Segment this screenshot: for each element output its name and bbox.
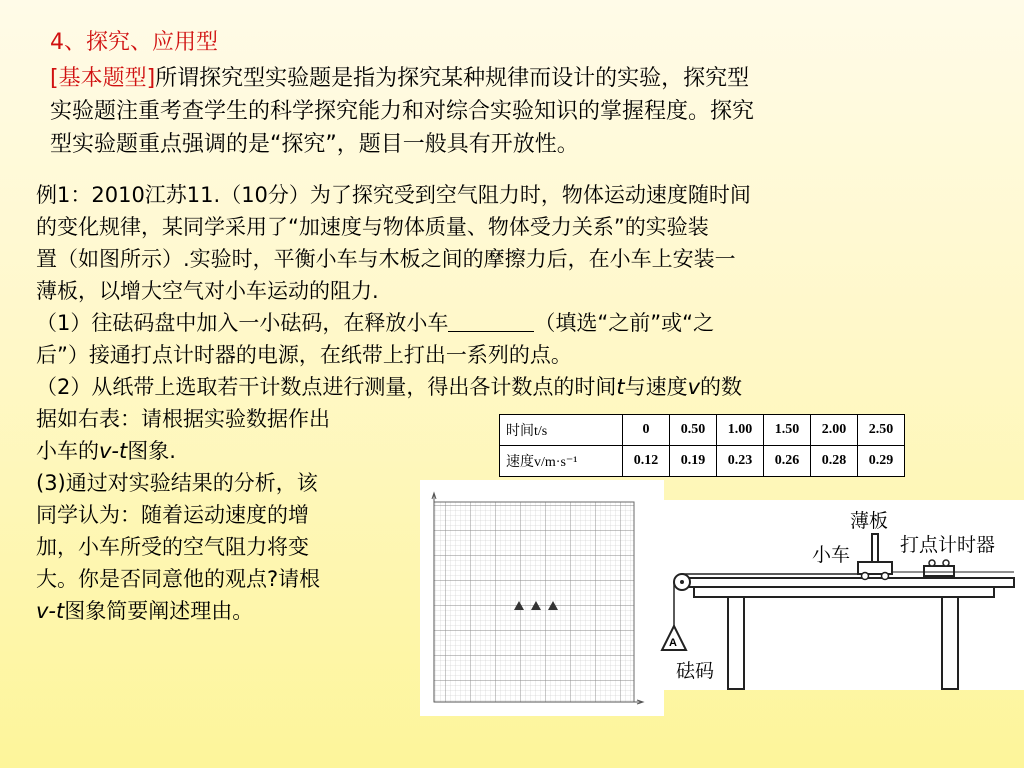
pulley-axle-icon bbox=[680, 580, 684, 584]
timer-icon bbox=[924, 566, 954, 576]
q3-symbol-vt: v-t bbox=[36, 599, 65, 623]
label-weight: 砝码 bbox=[676, 660, 715, 682]
apparatus-figure bbox=[636, 500, 1024, 690]
q1-text-b: （填选“之前”或“之 bbox=[534, 311, 714, 335]
question-2-line-1 bbox=[36, 372, 742, 402]
time-cell: 1.00 bbox=[717, 415, 764, 446]
q2-symbol-vt: v-t bbox=[99, 439, 128, 463]
question-2-line-2: 据如右表：请根据实验数据作出 bbox=[36, 407, 330, 431]
q2-symbol-t: t bbox=[616, 375, 625, 399]
time-cell: 2.50 bbox=[858, 415, 905, 446]
speed-row bbox=[500, 446, 905, 477]
q1-text-a: （1）往砝码盘中加入一小砝码，在释放小车 bbox=[36, 311, 449, 335]
speed-cell: 0.12 bbox=[623, 446, 670, 477]
section-title: 4、探究、应用型 bbox=[50, 30, 218, 55]
q2-text-b: 与速度 bbox=[624, 375, 688, 399]
speed-cell: 0.29 bbox=[858, 446, 905, 477]
speed-cell: 0.23 bbox=[717, 446, 764, 477]
time-cell: 0 bbox=[623, 415, 670, 446]
question-3-line-5 bbox=[36, 596, 253, 626]
board-icon bbox=[678, 578, 1014, 587]
label-timer: 打点计时器 bbox=[900, 534, 996, 556]
basic-line-2: 实验题注重考查学生的科学探究能力和对综合实验知识的掌握程度。探究 bbox=[50, 99, 755, 124]
question-3-line-4: 大。你是否同意他的观点?请根 bbox=[36, 567, 321, 591]
cart-wheel-icon bbox=[882, 573, 889, 580]
time-cell: 1.50 bbox=[764, 415, 811, 446]
basic-line-3: 型实验题重点强调的是“探究”，题目一般具有开放性。 bbox=[50, 132, 579, 157]
question-3-line-3: 加，小车所受的空气阻力将变 bbox=[36, 535, 309, 559]
question-1-line-1 bbox=[36, 308, 714, 338]
basic-tag: [基本题型] bbox=[50, 66, 156, 91]
q2-text-e: 小车的 bbox=[36, 439, 99, 463]
question-2-line-3 bbox=[36, 436, 176, 466]
time-row bbox=[500, 415, 905, 446]
example-line-3: 置（如图所示）.实验时，平衡小车与木板之间的摩擦力后，在小车上安装一 bbox=[36, 247, 736, 271]
timer-terminal-icon bbox=[929, 560, 935, 566]
q2-text-c: 的数 bbox=[700, 375, 743, 399]
speed-cell: 0.19 bbox=[670, 446, 717, 477]
speed-header: 速度v/m·s⁻¹ bbox=[500, 446, 623, 477]
thin-plate-icon bbox=[872, 534, 878, 562]
graph-grid bbox=[434, 502, 634, 702]
graph-paper bbox=[420, 480, 664, 716]
basic-text-1: 所谓探究型实验题是指为探究某种规律而设计的实验，探究型 bbox=[155, 66, 750, 91]
q2-text-a: （2）从纸带上选取若干计数点进行测量，得出各计数点的时间 bbox=[36, 375, 617, 399]
table-leg-icon bbox=[728, 597, 744, 689]
table-leg-icon bbox=[942, 597, 958, 689]
speed-cell: 0.28 bbox=[811, 446, 858, 477]
q2-symbol-v: v bbox=[687, 375, 701, 399]
basic-line-1 bbox=[50, 64, 749, 94]
time-cell: 2.00 bbox=[811, 415, 858, 446]
graph-grid-svg bbox=[420, 480, 664, 716]
weight-mark: A bbox=[669, 637, 677, 649]
example-line-4: 薄板，以增大空气对小车运动的阻力. bbox=[36, 279, 379, 303]
answer-blank bbox=[448, 311, 534, 332]
table-top-icon bbox=[694, 587, 994, 597]
q3-text-e: 图象简要阐述理由。 bbox=[64, 599, 254, 623]
time-cell: 0.50 bbox=[670, 415, 717, 446]
example-line-1: 例1：2010江苏11.（10分）为了探究受到空气阻力时，物体运动速度随时间 bbox=[36, 183, 751, 207]
question-3-line-1: (3)通过对实验结果的分析，该 bbox=[36, 471, 318, 495]
example-line-2: 的变化规律，某同学采用了“加速度与物体质量、物体受力关系”的实验装 bbox=[36, 215, 709, 239]
cart-wheel-icon bbox=[862, 573, 869, 580]
label-thin-plate: 薄板 bbox=[850, 510, 889, 532]
speed-cell: 0.26 bbox=[764, 446, 811, 477]
timer-terminal-icon bbox=[943, 560, 949, 566]
data-table bbox=[499, 414, 905, 477]
q2-text-f: 图象. bbox=[127, 439, 176, 463]
label-cart: 小车 bbox=[812, 544, 851, 566]
question-3-line-2: 同学认为：随着运动速度的增 bbox=[36, 503, 309, 527]
time-header: 时间t/s bbox=[500, 415, 623, 446]
question-1-line-2: 后”）接通打点计时器的电源，在纸带上打出一系列的点。 bbox=[36, 343, 572, 367]
